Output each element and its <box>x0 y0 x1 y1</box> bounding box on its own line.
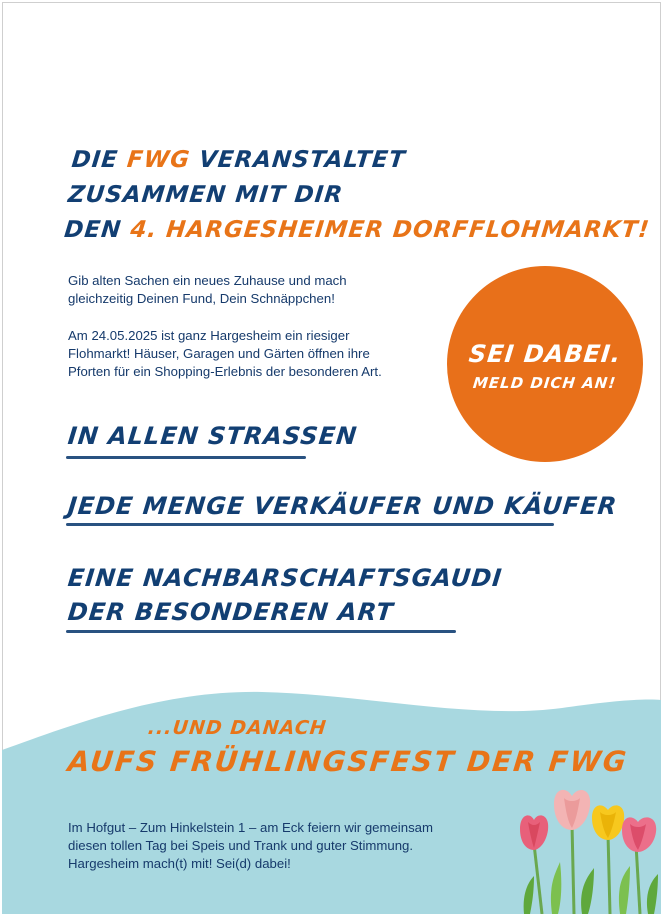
headline-line-2: ZUSAMMEN MIT DIR <box>66 182 345 208</box>
festival-line-3: Hargesheim mach(t) mit! Sei(d) dabei! <box>68 856 291 871</box>
feature-streets-underline <box>66 456 306 459</box>
headline-event-title: 4. HARGESHEIMER DORFFLOHMARKT! <box>129 217 652 243</box>
festival-description <box>68 819 433 873</box>
headline-prefix: DIE <box>70 147 129 173</box>
main-headline <box>62 143 658 248</box>
feature-neighbourhood-underline <box>66 630 456 633</box>
intro-p2-line-3: Pforten für ein Shopping-Erlebnis der besonderen Art. <box>68 364 382 379</box>
feature-neighbourhood-line-2: DER BESONDEREN ART <box>66 598 396 626</box>
headline-line3-prefix: DEN <box>63 217 132 243</box>
tulips-illustration <box>512 784 662 914</box>
feature-streets: IN ALLEN STRASSEN <box>66 422 359 450</box>
intro-p2-line-2: Flohmarkt! Häuser, Garagen und Gärten öffnen ihre <box>68 346 370 361</box>
festival-teaser: ...UND DANACH <box>146 717 328 739</box>
festival-title: AUFS FRÜHLINGSFEST DER FWG <box>66 745 630 778</box>
feature-sellers-buyers: JEDE MENGE VERKÄUFER UND KÄUFER <box>66 492 619 520</box>
badge-line-2: MELD DICH AN! <box>472 374 618 392</box>
intro-p1-line-1: Gib alten Sachen ein neues Zuhause und mach <box>68 273 347 288</box>
festival-line-2: diesen tollen Tag bei Speis und Trank und guter Stimmung. <box>68 838 414 853</box>
feature-sellers-underline <box>66 523 554 526</box>
headline-line-3 <box>62 213 651 248</box>
headline-line-1 <box>70 143 659 178</box>
intro-p2-line-1: Am 24.05.2025 ist ganz Hargesheim ein riesiger <box>68 328 350 343</box>
signup-badge[interactable] <box>447 266 643 462</box>
headline-suffix: VERANSTALTET <box>188 147 407 173</box>
intro-paragraph-2 <box>68 327 382 381</box>
festival-line-1: Im Hofgut – Zum Hinkelstein 1 – am Eck feiern wir gemeinsam <box>68 820 433 835</box>
intro-paragraph-1 <box>68 272 347 308</box>
intro-p1-line-2: gleichzeitig Deinen Fund, Dein Schnäppchen! <box>68 291 335 306</box>
badge-line-1: SEI DABEI. <box>467 340 623 368</box>
headline-brand: FWG <box>125 147 192 173</box>
feature-neighbourhood-line-1: EINE NACHBARSCHAFTSGAUDI <box>66 564 504 592</box>
